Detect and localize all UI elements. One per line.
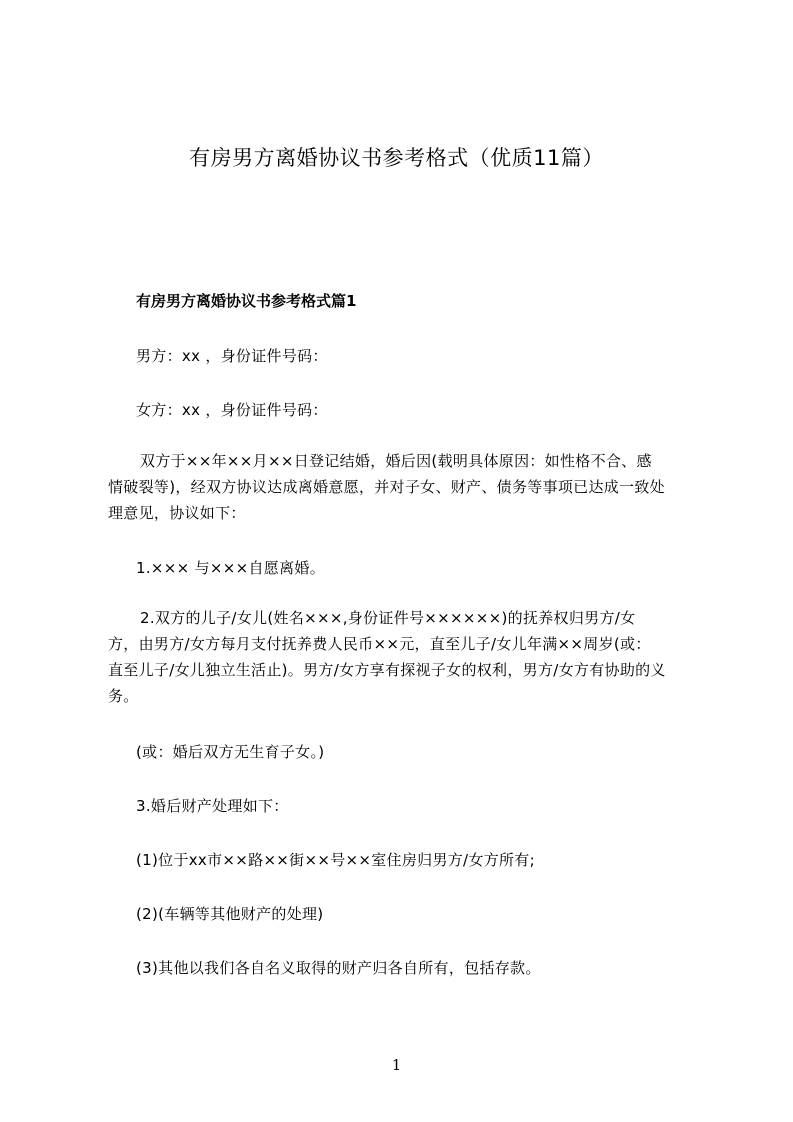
text-line: (2)(车辆等其他财产的处理)	[136, 905, 324, 923]
text-line: 男方：xx ，身份证件号码：	[136, 347, 328, 365]
paragraph-woman	[136, 397, 328, 423]
text-line: 女方：xx ，身份证件号码：	[136, 401, 328, 419]
page-number: 1	[391, 1056, 402, 1074]
paragraph-clause-2-alt	[136, 739, 324, 765]
section-heading: 有房男方离婚协议书参考格式篇1	[136, 292, 357, 310]
paragraph-clause-3-3	[136, 955, 541, 981]
text-line: 双方于××年××月××日登记结婚，婚后因(载明具体原因：如性格不合、感	[140, 452, 652, 470]
paragraph-intro	[108, 448, 665, 526]
text-line: (1)位于xx市××路××街××号××室住房归男方/女方所有;	[136, 851, 535, 869]
text-line: 直至儿子/女儿独立生活止)。男方/女方享有探视子女的权利，男方/女方有协助的义	[108, 661, 666, 679]
text-line: 务。	[108, 687, 139, 705]
paragraph-clause-3-1	[136, 847, 535, 873]
paragraph-clause-3	[136, 793, 289, 819]
text-line: 理意见，协议如下：	[108, 504, 246, 522]
paragraph-clause-3-2	[136, 901, 323, 927]
text-line: 情破裂等)，经双方协议达成离婚意愿，并对子女、财产、债务等事项已达成一致处	[108, 478, 665, 496]
document-title: 有房男方离婚协议书参考格式（优质11篇）	[189, 146, 604, 170]
text-line: 1.××× 与×××自愿离婚。	[136, 559, 325, 577]
text-line: (或：婚后双方无生育子女。)	[136, 743, 325, 761]
paragraph-clause-1	[136, 555, 325, 581]
paragraph-clause-2	[108, 605, 666, 709]
text-line: (3)其他以我们各自名义取得的财产归各自所有，包括存款。	[136, 959, 541, 977]
paragraph-man	[136, 343, 328, 369]
text-line: 方，由男方/女方每月支付抚养费人民币××元，直至儿子/女儿年满××周岁(或：	[108, 635, 651, 653]
text-line: 3.婚后财产处理如下：	[136, 797, 289, 815]
text-line: 2.双方的儿子/女儿(姓名×××,身份证件号××××××)的抚养权归男方/女	[140, 609, 636, 627]
